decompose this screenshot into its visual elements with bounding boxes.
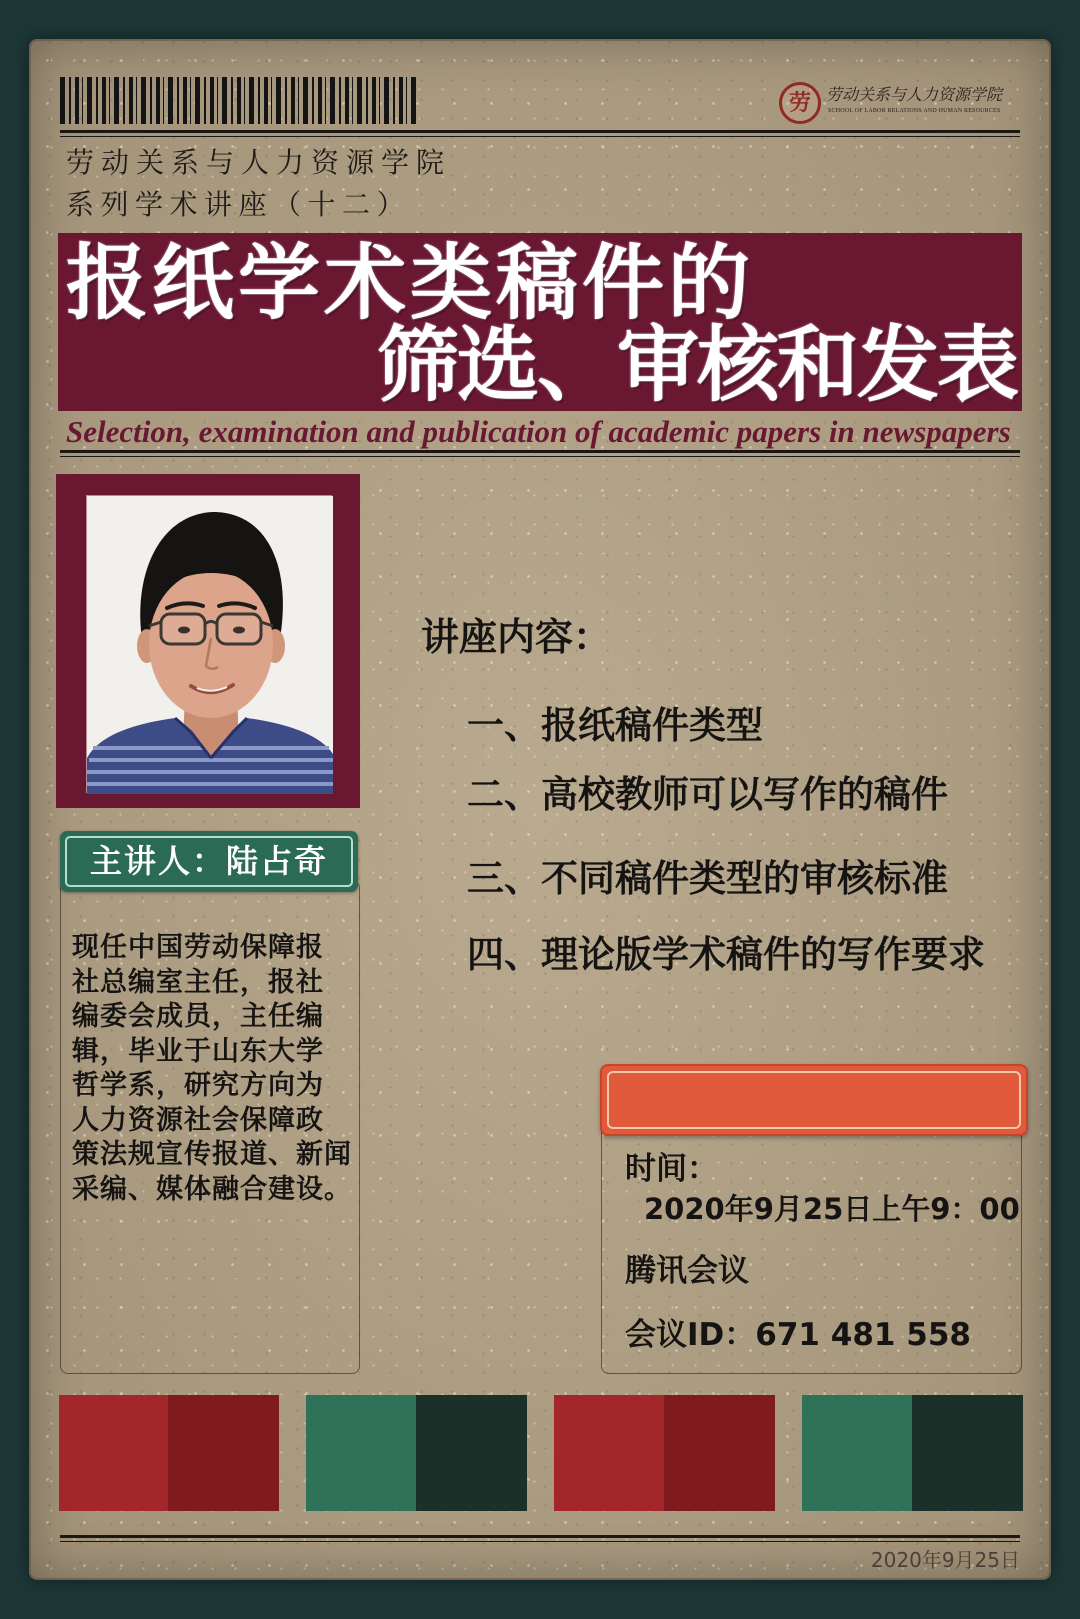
footer-rule bbox=[60, 1535, 1020, 1542]
speaker-photo bbox=[86, 495, 332, 793]
meeting-platform: 腾讯会议 bbox=[625, 1253, 749, 1289]
meeting-info-banner-border bbox=[607, 1071, 1021, 1129]
footer-date: 2020年9月25日 bbox=[870, 1548, 1020, 1572]
bio-line: 人力资源社会保障政 bbox=[72, 1104, 324, 1136]
bio-line: 现任中国劳动保障报 bbox=[72, 932, 324, 963]
organizer-name: 劳动关系与人力资源学院 bbox=[66, 146, 452, 179]
bio-line: 采编、媒体融合建设。 bbox=[72, 1173, 352, 1205]
time-value: 2020年9月25日上午9：00 bbox=[644, 1192, 1020, 1226]
school-seal-logo: 劳 bbox=[779, 82, 821, 124]
speaker-name: 主讲人：陆占奇 bbox=[89, 842, 328, 880]
header-rule bbox=[60, 130, 1020, 137]
barcode-icon bbox=[60, 77, 416, 124]
color-swatch bbox=[664, 1395, 775, 1511]
bio-line: 辑，毕业于山东大学 bbox=[72, 1035, 324, 1067]
color-swatch bbox=[168, 1395, 279, 1511]
color-swatch bbox=[554, 1395, 664, 1511]
color-swatch bbox=[802, 1395, 912, 1511]
color-swatch bbox=[912, 1395, 1023, 1511]
meeting-id: 会议ID：671 481 558 bbox=[625, 1317, 971, 1353]
bio-line: 编委会成员，主任编 bbox=[72, 1001, 324, 1032]
speaker-label bbox=[60, 831, 358, 892]
content-item: 四、理论版学术稿件的写作要求 bbox=[467, 933, 985, 976]
speaker-bio bbox=[72, 931, 358, 1207]
time-label: 时间： bbox=[625, 1151, 718, 1187]
meeting-info-banner bbox=[600, 1064, 1028, 1136]
title-line-1: 报纸学术类稿件的 bbox=[66, 236, 755, 331]
subtitle-rule bbox=[60, 450, 1020, 457]
content-item: 二、高校教师可以写作的稿件 bbox=[467, 773, 948, 816]
speaker-portrait bbox=[87, 496, 333, 794]
color-swatch bbox=[306, 1395, 416, 1511]
bio-line: 哲学系，研究方向为 bbox=[72, 1070, 324, 1101]
title-line-2: 筛选、审核和发表 bbox=[376, 318, 1017, 413]
bio-line: 社总编室主任，报社 bbox=[72, 966, 324, 998]
logo-name-en: SCHOOL OF LABOR RELATIONS AND HUMAN RESOURCES bbox=[828, 108, 1001, 114]
lecture-series: 系列学术讲座（十二） bbox=[66, 188, 412, 221]
english-subtitle: Selection, examination and publication of academic papers in newspapers bbox=[66, 414, 1011, 449]
color-swatch bbox=[416, 1395, 527, 1511]
content-heading: 讲座内容： bbox=[421, 615, 612, 659]
content-item: 三、不同稿件类型的审核标准 bbox=[467, 857, 948, 900]
bio-line: 策法规宣传报道、新闻 bbox=[72, 1139, 352, 1170]
content-item: 一、报纸稿件类型 bbox=[467, 704, 763, 747]
color-swatch bbox=[59, 1395, 168, 1511]
logo-name-cn: 劳动关系与人力资源学院 bbox=[826, 85, 1003, 104]
